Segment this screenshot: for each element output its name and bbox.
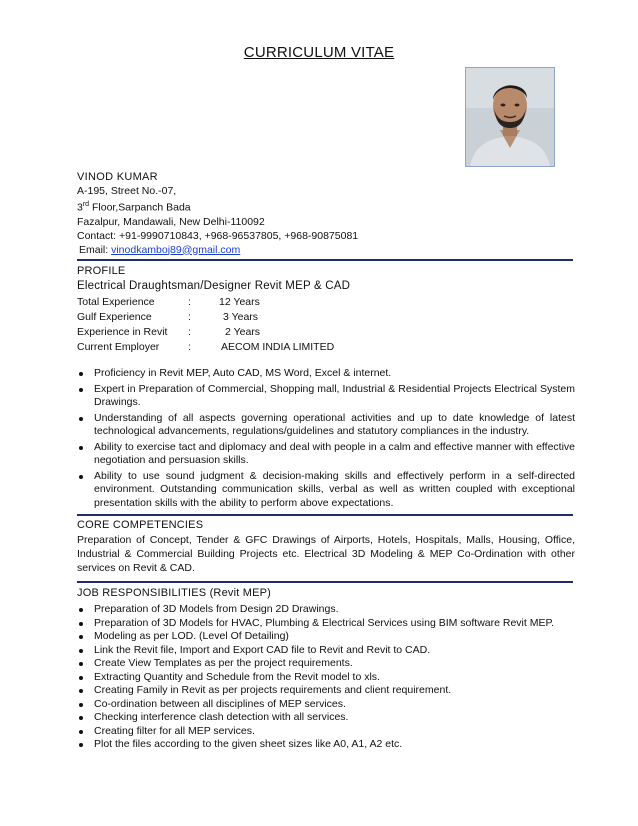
experience-row (77, 295, 575, 310)
address-line-1: A-195, Street No.-07, (77, 185, 177, 197)
jobs-section (77, 586, 575, 752)
floor-ordinal: rd (82, 201, 90, 208)
address-line-2 (77, 198, 575, 215)
profile-bullets (77, 367, 575, 510)
contact-phone: Contact: +91-9990710843, +968-96537805, +968-90875081 (77, 229, 359, 242)
contact-email-line (77, 243, 575, 257)
core-section (77, 518, 575, 575)
list-item: Create View Templates as per the project requirements. (77, 657, 575, 671)
experience-label: Total Experience (77, 296, 155, 308)
list-item: Checking interference clash detection with all services. (77, 711, 575, 725)
jobs-heading: JOB RESPONSIBILITIES (Revit MEP) (77, 587, 272, 599)
experience-row (77, 310, 575, 325)
experience-label: Gulf Experience (77, 311, 152, 323)
list-item: Creating Family in Revit as per projects requirements and client requirement. (77, 684, 575, 698)
email-link[interactable]: vinodkamboj89@gmail.com (111, 243, 241, 256)
list-item: Plot the files according to the given sheet sizes like A0, A1, A2 etc. (77, 738, 575, 752)
experience-colon: : (188, 326, 191, 338)
experience-value: 2 Years (225, 326, 261, 338)
list-item: Ability to use sound judgment & decision-making skills and effectively perform in a self-directed environment. Outstanding communication skills, verbal as well as written coupled with exceptional presentation skills with the ability to perform above expectations. (77, 470, 575, 511)
list-item: Preparation of 3D Models from Design 2D Drawings. (77, 603, 575, 617)
list-item: Ability to exercise tact and diplomacy and deal with people in a calm and effective manner with effective negotiation and persuasion skills. (77, 441, 575, 468)
address-line-3: Fazalpur, Mandawali, New Delhi-110092 (77, 215, 265, 228)
profile-role: Electrical Draughtsman/Designer Revit MEP & CAD (77, 280, 351, 292)
profile-photo (465, 67, 555, 167)
experience-colon: : (188, 341, 191, 353)
floor-text: Floor,Sarpanch Bada (89, 201, 191, 214)
profile-section (77, 264, 575, 510)
core-heading: CORE COMPETENCIES (77, 519, 204, 531)
document-title: CURRICULUM VITAE (243, 44, 395, 61)
applicant-name: VINOD KUMAR (77, 171, 158, 183)
experience-colon: : (188, 311, 191, 323)
list-item: Co-ordination between all disciplines of MEP services. (77, 698, 575, 712)
section-divider (77, 581, 573, 583)
experience-colon: : (188, 296, 191, 308)
experience-row (77, 325, 575, 340)
experience-value: 3 Years (223, 311, 259, 323)
section-divider (77, 259, 573, 261)
floor-number: 3 (77, 201, 83, 214)
experience-value: 12 Years (219, 296, 260, 308)
section-divider (77, 514, 573, 516)
experience-value: AECOM INDIA LIMITED (221, 341, 335, 353)
list-item: Proficiency in Revit MEP, Auto CAD, MS Word, Excel & internet. (77, 367, 575, 381)
list-item: Extracting Quantity and Schedule from the Revit model to xls. (77, 671, 575, 685)
core-text: Preparation of Concept, Tender & GFC Drawings of Airports, Hotels, Hospitals, Malls, Housing, Office, Industrial & Commercial Building Projects etc. Electrical 3D Modeling & MEP Co-Ordination with other services on Revit & CAD. (77, 534, 575, 574)
list-item: Creating filter for all MEP services. (77, 725, 575, 739)
contact-section (77, 170, 575, 257)
list-item: Understanding of all aspects governing operational activities and up to date knowledge of latest technological advancements, regulations/guidelines and statutory compliances in the industry. (77, 412, 575, 439)
list-item: Modeling as per LOD. (Level Of Detailing) (77, 630, 575, 644)
list-item: Preparation of 3D Models for HVAC, Plumbing & Electrical Services using BIM software Revit MEP. (77, 617, 575, 631)
list-item: Expert in Preparation of Commercial, Shopping mall, Industrial & Residential Projects Electrical System Drawings. (77, 383, 575, 410)
email-label: Email: (79, 243, 112, 256)
experience-table (77, 295, 575, 355)
portrait-image (466, 68, 554, 166)
experience-label: Experience in Revit (77, 326, 168, 338)
jobs-bullets (77, 603, 575, 752)
experience-label: Current Employer (77, 341, 160, 353)
profile-heading: PROFILE (77, 265, 126, 277)
list-item: Link the Revit file, Import and Export CAD file to Revit and Revit to CAD. (77, 644, 575, 658)
experience-row (77, 340, 575, 355)
